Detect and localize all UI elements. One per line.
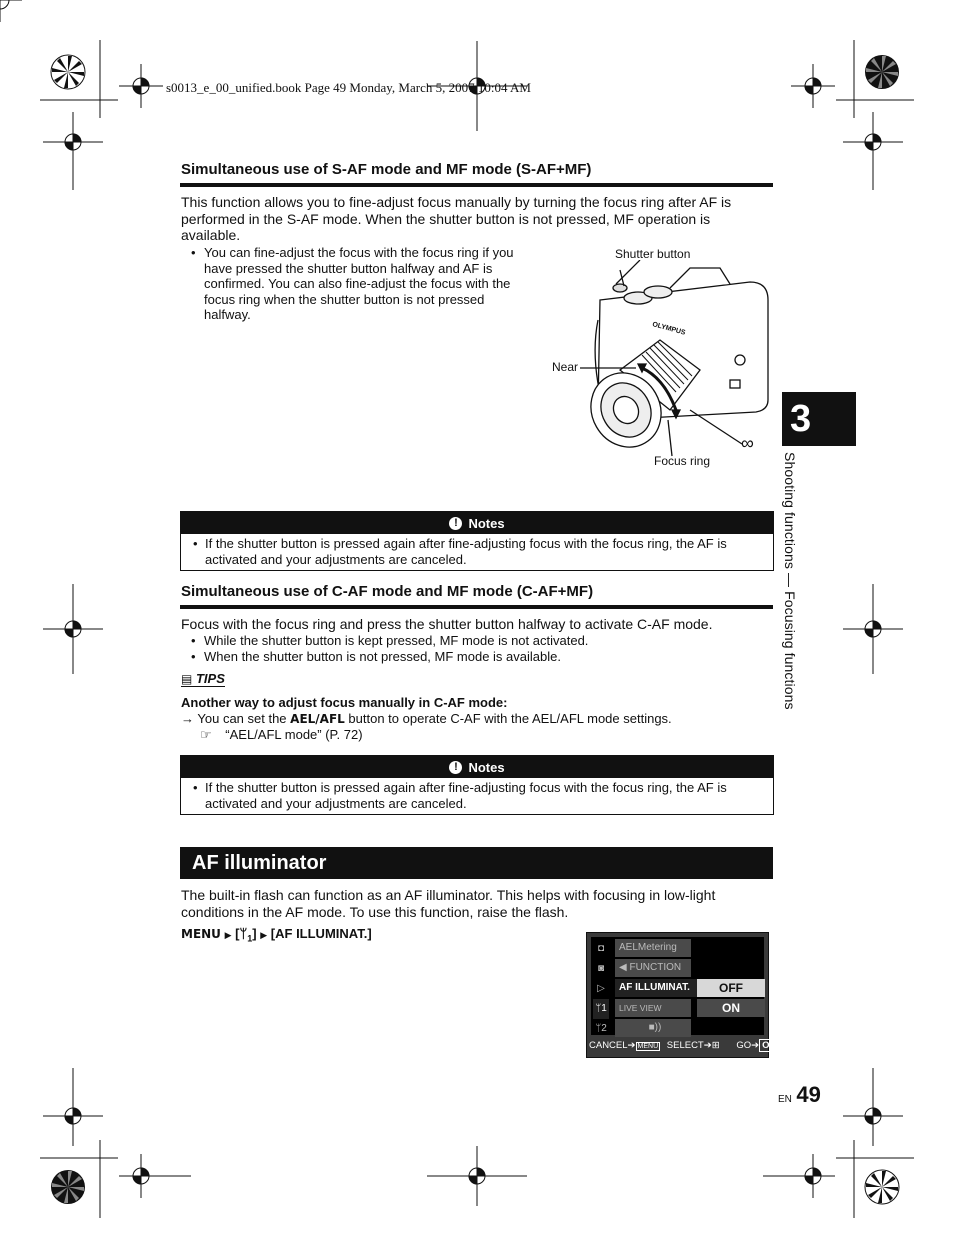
- menu-item[interactable]: LIVE VIEW: [615, 999, 691, 1017]
- section1-rule: [180, 183, 773, 187]
- play-back-icon: ◀: [619, 962, 630, 973]
- setup1-icon[interactable]: ᛘ1: [593, 999, 609, 1019]
- tab-close-bracket: ]: [252, 926, 257, 941]
- section2-bullets: [191, 633, 771, 664]
- menu-key: MENU: [181, 927, 221, 941]
- menu-item-name: [AF ILLUMINAT.]: [270, 926, 372, 941]
- chapter-tab[interactable]: 3: [782, 392, 856, 446]
- section2-rule: [180, 605, 773, 609]
- print-header: s0013_e_00_unified.book Page 49 Monday, March 5, 2007 10:04 AM: [166, 80, 531, 95]
- notes-box-2: [180, 755, 774, 815]
- select-label: SELECT: [666, 1040, 704, 1051]
- tips-reference: [200, 727, 363, 743]
- camera1-icon[interactable]: ◘: [597, 943, 605, 954]
- camera-illustration: [580, 260, 780, 460]
- exclamation-icon: !: [449, 761, 462, 774]
- list-item: • You can fine-adjust the focus with the focus ring if you have pressed the shutter button halfway and AF is confirmed. You can also fine-adjust the focus with the focus ring when the shutter button is not pressed halfway.: [191, 245, 531, 323]
- menu-panel: [591, 937, 764, 1035]
- notes-title: Notes: [468, 515, 505, 531]
- notes-box-1: [180, 511, 774, 571]
- arrow-icon: ➔: [703, 1040, 712, 1051]
- wrench-icon: ᛘ: [239, 926, 248, 941]
- tab-number: 1: [247, 933, 253, 944]
- camera2-icon[interactable]: ◙: [597, 963, 605, 974]
- notes-title: Notes: [468, 759, 505, 775]
- dpad-icon: ⊞: [711, 1040, 720, 1051]
- go-label: GO: [736, 1040, 752, 1051]
- language-code: EN: [778, 1094, 792, 1105]
- page-number: [778, 1082, 821, 1108]
- exclamation-icon: !: [449, 517, 462, 530]
- option-off[interactable]: OFF: [697, 979, 765, 997]
- list-item: • If the shutter button is pressed again after fine-adjusting focus with the focus ring, the AF is activated and your adjustments are canceled.: [191, 536, 765, 567]
- arrow-icon: ➔: [751, 1040, 760, 1051]
- triangle-right-icon: ▶: [224, 930, 232, 940]
- menu-footer: [589, 1039, 777, 1052]
- list-item: • When the shutter button is not pressed, MF mode is available.: [191, 649, 771, 665]
- list-item: • While the shutter button is kept pressed, MF mode is not activated.: [191, 633, 771, 649]
- menu-item[interactable]: [615, 959, 691, 977]
- ael-afl-button-name: AEL/AFL: [290, 712, 345, 726]
- section2-intro: Focus with the focus ring and press the shutter button halfway to activate C-AF mode.: [181, 616, 713, 632]
- camera-brand: OLYMPUS: [651, 321, 687, 337]
- tips-line-suffix: button to operate C-AF with the AEL/AFL mode settings.: [344, 711, 672, 726]
- arrow-right-icon: →: [181, 711, 194, 726]
- menu-path: [181, 926, 372, 944]
- ok-button[interactable]: OK: [759, 1039, 779, 1052]
- menu-item[interactable]: ■)): [615, 1019, 691, 1037]
- arrow-icon: ➔: [627, 1040, 636, 1051]
- focus-ring-label: Focus ring: [654, 454, 711, 468]
- af-illuminator-heading: AF illuminator: [180, 847, 773, 879]
- pointing-hand-icon: ☞: [200, 727, 212, 742]
- cancel-label: CANCEL: [589, 1040, 628, 1051]
- option-on[interactable]: ON: [697, 999, 765, 1017]
- tips-heading: Another way to adjust focus manually in C-AF mode:: [181, 695, 508, 710]
- section3-intro: The built-in flash can function as an AF illuminator. This helps with focusing in low-light conditions in the AF mode. To use this function, raise the flash.: [181, 887, 716, 920]
- document-icon: ▤: [181, 672, 193, 686]
- tips-label: [181, 671, 225, 687]
- triangle-right-icon: ▶: [260, 930, 268, 940]
- tips-line: [181, 711, 672, 726]
- near-label: Near: [552, 360, 579, 374]
- playback-icon[interactable]: ▷: [597, 983, 605, 994]
- camera-menu-screen: [586, 932, 777, 1058]
- section1-intro: This function allows you to fine-adjust focus manually by turning the focus ring after AF is performed in the S-AF mode. When the shutter button is not pressed, MF operation is available.: [181, 194, 732, 243]
- tab-open-bracket: [: [235, 926, 240, 941]
- page-number-value: 49: [796, 1082, 821, 1107]
- menu-item-selected[interactable]: AF ILLUMINAT.: [615, 979, 697, 997]
- notes-header: [181, 512, 773, 534]
- menu-item-label: FUNCTION: [629, 962, 682, 973]
- list-item: • If the shutter button is pressed again after fine-adjusting focus with the focus ring, the AF is activated and your adjustments are canceled.: [191, 780, 765, 811]
- infinity-label: ∞: [741, 433, 754, 453]
- menu-item[interactable]: AELMetering: [615, 939, 691, 957]
- section2-title: Simultaneous use of C-AF mode and MF mode (C-AF+MF): [181, 583, 594, 600]
- section1-bullets: [191, 245, 531, 323]
- menu-glyph: MENU: [637, 1043, 659, 1050]
- tips-ref-text[interactable]: “AEL/AFL mode” (P. 72): [225, 727, 363, 742]
- menu-tab-column: [593, 939, 609, 1039]
- setup2-icon[interactable]: ᛘ2: [595, 1023, 607, 1034]
- notes-header: [181, 756, 773, 778]
- shutter-button-label: Shutter button: [615, 247, 691, 261]
- section1-title: Simultaneous use of S-AF mode and MF mode (S-AF+MF): [181, 161, 592, 178]
- tips-text: TIPS: [195, 671, 225, 686]
- tips-line-prefix: You can set the: [197, 711, 291, 726]
- chapter-side-title: Shooting functions — Focusing functions: [782, 452, 798, 710]
